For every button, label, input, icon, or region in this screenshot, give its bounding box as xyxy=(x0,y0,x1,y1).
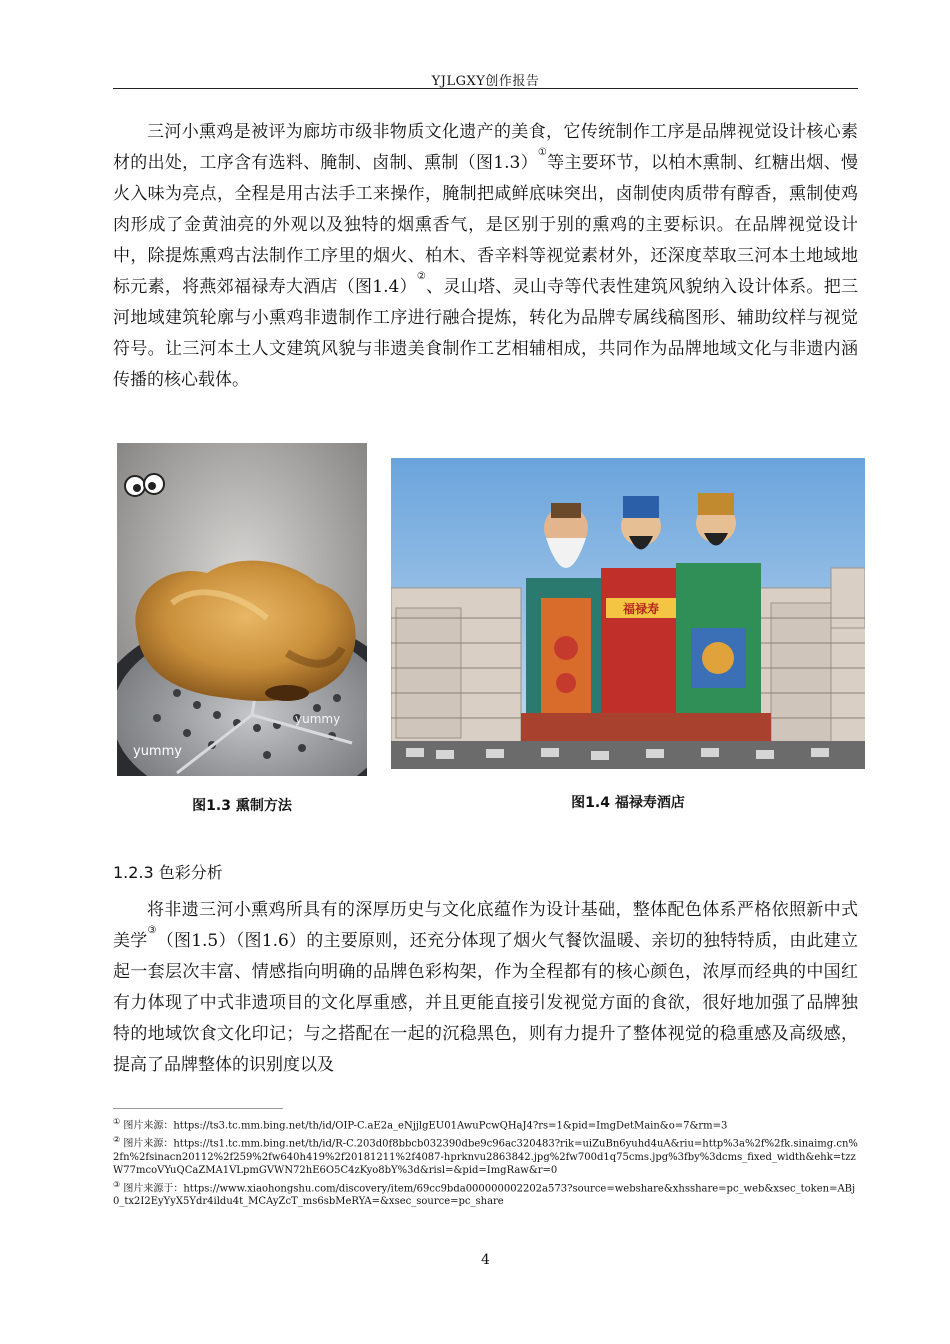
paragraph-text: 三河小熏鸡是被评为廊坊市级非物质文化遗产的美食，它传统制作工序是品牌视觉设计核心素材的出处，工序含有选料、腌制、卤制、熏制（图1.3） xyxy=(113,122,858,173)
section-heading: 1.2.3 色彩分析 xyxy=(113,863,223,882)
paragraph-color-analysis xyxy=(113,895,858,1081)
footnote-mark: ③ xyxy=(113,1179,121,1189)
paragraph-text: 将非遗三河小熏鸡所具有的深厚历史与文化底蕴作为设计基础，整体配色体系严格依照新中式美学 xyxy=(113,900,858,951)
header-rule xyxy=(113,88,858,89)
fulushou-hotel-image xyxy=(391,458,865,769)
paragraph-text: （图1.5）（图1.6）的主要原则，还充分体现了烟火气餐饮温暖、亲切的独特特质，由此建立起一套层次丰富、情感指向明确的品牌色彩构架，作为全程都有的核心颜色，浓厚而经典的中国红有力体现了中式非遗项目的文化厚重感，并且更能直接引发视觉方面的食欲，很好地加强了品牌独特的地域饮食文化印记；与之搭配在一起的沉稳黑色，则有力提升了整体视觉的稳重感及高级感，提高了品牌整体的识别度以及 xyxy=(113,931,858,1075)
footnote-text[interactable]: 图片来源于：https://www.xiaohongshu.com/discovery/item/69cc9bda000000002202a573?source=webshare&xhsshare=pc_web&xsec_token=ABj0_tx2I2EyYyX5Ydr4ildu4t_MCAyZcT_ms6sbMeRYA=&xsec_source=pc_share xyxy=(113,1182,856,1208)
footnote-ref-3[interactable]: ③ xyxy=(147,925,157,936)
watermark-yummy-2: yummy xyxy=(295,712,341,726)
footnote-ref-1[interactable]: ① xyxy=(537,147,548,158)
paragraph-text: 等主要环节，以柏木熏制、红糖出烟、慢火入味为亮点，全程是用古法手工来操作，腌制把咸鲜底味突出，卤制使肉质带有醇香，熏制使鸡肉形成了金黄油亮的外观以及独特的烟熏香气，是区别于别的熏鸡的主要标识。在品牌视觉设计中，除提炼熏鸡古法制作工序里的烟火、柏木、香辛料等视觉素材外，还深度萃取三河本土地域地标元素，将燕郊福禄寿大酒店（图1.4） xyxy=(113,153,859,297)
footnote-1 xyxy=(113,1115,858,1133)
footnote-text[interactable]: 图片来源：https://ts1.tc.mm.bing.net/th/id/R-C.203d0f8bbcb032390dbe9c96ac320483?rik=uiZuBn6yuhd4uA&riu=http%3a%2f%2fk.sinaimg.cn%2fn%2fsinacn20112%2f259%2fw640h419%2f20181211%2f4087-hprknvu2863842.jpg%2fw700d1q75cms.jpg%3fby%3dcms_fixed_width&ehk=tzzW77mcoVYuQCaZMA1VLpmGVWN72hE6O5C4zKyo8bY%3d&risl=&pid=ImgRaw&r=0 xyxy=(113,1138,858,1177)
footnote-separator xyxy=(113,1108,283,1109)
footnote-mark: ② xyxy=(113,1134,121,1144)
smoked-chicken-image xyxy=(117,443,367,776)
footnote-mark: ① xyxy=(113,1117,121,1126)
page-number: 4 xyxy=(481,1252,490,1268)
footnote-2 xyxy=(113,1133,858,1178)
paragraph-heritage-process xyxy=(113,117,858,396)
running-header: YJLGXY创作报告 xyxy=(431,74,540,89)
hotel-sign: 福禄寿 xyxy=(622,602,660,616)
figure-smoked-chicken xyxy=(117,443,367,776)
footnote-text[interactable]: 图片来源：https://ts3.tc.mm.bing.net/th/id/OIP-C.aE2a_eNjjlgEU01AwuPcwQHaJ4?rs=1&pid=ImgDetMain&o=7&rm=3 xyxy=(123,1120,728,1132)
footnote-ref-2[interactable]: ② xyxy=(416,271,427,282)
watermark-yummy-1: yummy xyxy=(133,744,182,759)
footnote-3 xyxy=(113,1178,858,1209)
figure-fulushou-hotel xyxy=(391,458,865,769)
paragraph-text: 、灵山塔、灵山寺等代表性建筑风貌纳入设计体系。把三河地域建筑轮廓与小熏鸡非遗制作工序进行融合提炼，转化为品牌专属线稿图形、辅助纹样与视觉符号。让三河本土人文建筑风貌与非遗美食制作工艺相辅相成，共同作为品牌地域文化与非遗内涵传播的核心载体。 xyxy=(113,277,859,390)
figure-caption-1-3: 图1.3 熏制方法 xyxy=(192,798,292,814)
figure-caption-1-4: 图1.4 福禄寿酒店 xyxy=(571,795,685,811)
footnotes xyxy=(113,1115,858,1209)
